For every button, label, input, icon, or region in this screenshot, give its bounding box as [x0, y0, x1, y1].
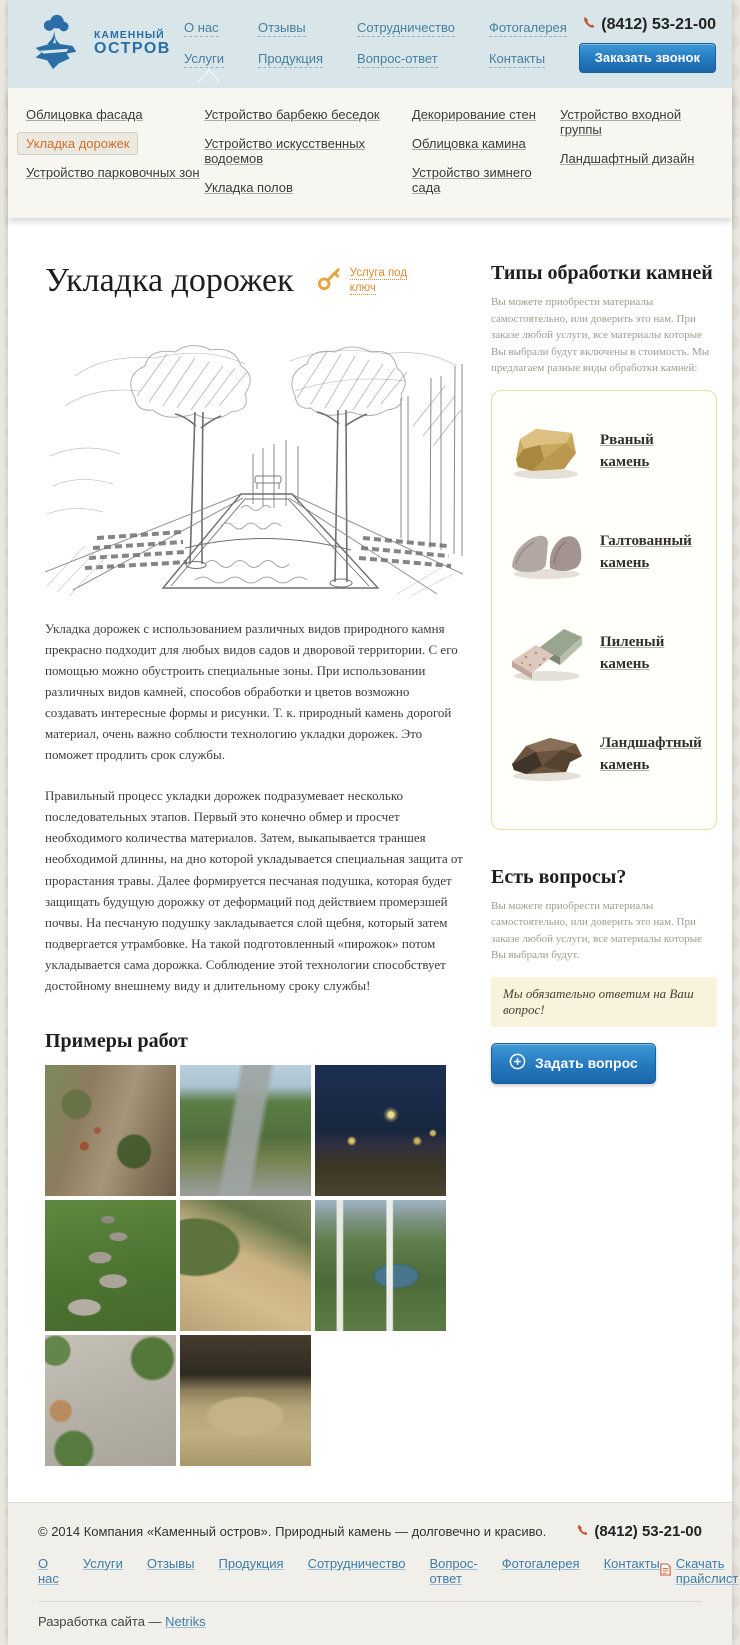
site-header: [8, 0, 732, 88]
phone-icon: [577, 1523, 589, 1540]
footer-nav-contacts[interactable]: Контакты: [603, 1555, 660, 1571]
footer-nav-services[interactable]: Услуги: [82, 1555, 123, 1571]
ask-question-label: Задать вопрос: [535, 1054, 638, 1071]
submenu-entrance-group[interactable]: Устройство входной группы: [560, 107, 682, 137]
main-column: [45, 262, 463, 1466]
copyright-text: © 2014 Компания «Каменный остров». Природный камень — долговечно и красиво.: [38, 1523, 547, 1539]
footer-phone: [577, 1523, 702, 1540]
list-item: [506, 419, 702, 486]
site-footer: [8, 1502, 739, 1645]
gallery-photo[interactable]: [45, 1065, 176, 1196]
logo[interactable]: [24, 11, 174, 78]
tumbled-stone-photo: [506, 520, 588, 587]
gallery-photo[interactable]: [315, 1200, 446, 1331]
submenu-winter-garden[interactable]: Устройство зимнего сада: [411, 165, 532, 195]
document-icon: [660, 1563, 671, 1579]
gallery-photo[interactable]: [180, 1200, 311, 1331]
nav-cooperation[interactable]: Сотрудничество: [357, 20, 455, 35]
gallery-photo[interactable]: [315, 1065, 446, 1196]
stone-name-link[interactable]: Галтованный камень: [600, 533, 692, 571]
landscape-stone-photo: [506, 722, 588, 789]
stone-types-title: Типы обработки камней: [491, 262, 713, 284]
gallery-photo[interactable]: [45, 1200, 176, 1331]
footer-nav-gallery[interactable]: Фотогалерея: [501, 1555, 580, 1571]
stone-name-link[interactable]: Рваный камень: [600, 432, 654, 470]
order-call-button[interactable]: Заказать звонок: [579, 43, 716, 73]
stone-name-link[interactable]: Ландшафтный камень: [600, 735, 702, 773]
footer-nav-reviews[interactable]: Отзывы: [146, 1555, 195, 1571]
content-area: [8, 218, 732, 1502]
turnkey-service-label: Услуга под ключ: [349, 267, 408, 294]
footer-phone-number: (8412) 53-21-00: [594, 1522, 702, 1540]
download-pricelist-link[interactable]: [660, 1556, 739, 1586]
developer-credit: [38, 1614, 702, 1629]
stone-types-box: [491, 390, 717, 830]
footer-divider: [38, 1601, 702, 1602]
gallery-photo[interactable]: [180, 1335, 311, 1466]
header-right: [579, 16, 716, 73]
submenu-path-laying-active[interactable]: Укладка дорожек: [17, 132, 138, 155]
services-submenu: [8, 88, 732, 218]
ask-question-button[interactable]: [491, 1043, 656, 1084]
nav-services[interactable]: Услуги: [184, 51, 224, 66]
list-item: [506, 520, 702, 587]
phone-icon: [583, 16, 596, 34]
turnkey-service-badge[interactable]: [316, 265, 414, 297]
nav-about[interactable]: О нас: [184, 20, 219, 35]
submenu-parking-zones[interactable]: Устройство парковочных зон: [26, 165, 200, 180]
sidebar: [491, 262, 717, 1466]
path-sketch-illustration: [45, 336, 463, 598]
plus-circle-icon: [509, 1053, 526, 1073]
work-examples-gallery: [45, 1065, 463, 1466]
footer-nav-faq[interactable]: Вопрос-ответ: [429, 1555, 478, 1586]
nav-faq[interactable]: Вопрос-ответ: [357, 51, 438, 66]
submenu-fireplace-cladding[interactable]: Облицовка камина: [411, 136, 526, 151]
submenu-caret-icon: [196, 67, 222, 88]
nav-gallery[interactable]: Фотогалерея: [488, 20, 567, 35]
submenu-floor-laying[interactable]: Укладка полов: [204, 180, 293, 195]
questions-text: Вы можете приобрести материалы самостоятельно, или доверить это нам. При заказе любой услуги, все материалы которые Вы выбрали будут.: [491, 899, 702, 961]
footer-nav: [38, 1556, 660, 1586]
gallery-photo[interactable]: [45, 1335, 176, 1466]
header-phone: [579, 16, 716, 34]
main-nav: [184, 20, 567, 68]
developer-credit-prefix: Разработка сайта —: [38, 1613, 166, 1629]
pricelist-label: Скачать прайслист: [675, 1555, 739, 1586]
footer-nav-cooperation[interactable]: Сотрудничество: [307, 1555, 406, 1571]
tree-island-logo-icon: [24, 11, 86, 78]
submenu-artificial-ponds[interactable]: Устройство искусственных водоемов: [204, 136, 366, 166]
footer-nav-about[interactable]: О нас: [38, 1555, 59, 1586]
key-icon: [316, 265, 343, 297]
developer-link[interactable]: Netriks: [165, 1613, 206, 1629]
list-item: [506, 621, 702, 688]
process-paragraph: Правильный процесс укладки дорожек подразумевает несколько последовательных этапов. Первый это конечно обмер и просчет необходимого количества материалов. Затем, выкапывается траншея необходимой длинны, на дно которой укладывается специальная защита от прорастания травы. Далее формируется песчаная подушка, которая будет защищать будущую дорожку от деформаций под действием промерзшей почвы. На песчаную подушку закладывается слой щебня, который затем подвергается утрамбовке. На такой подготовленный «пирожок» потом укладывается сама дорожка. Соблюдение этой технологии способствует достойному внешнему виду и длительному сроку службы!: [45, 788, 463, 993]
nav-reviews[interactable]: Отзывы: [257, 20, 306, 35]
stone-name-link[interactable]: Пиленый камень: [600, 634, 665, 672]
footer-nav-products[interactable]: Продукция: [218, 1555, 284, 1571]
answer-promise-note: Мы обязательно ответим на Ваш вопрос!: [491, 977, 717, 1027]
submenu-landscape-design[interactable]: Ландшафтный дизайн: [560, 151, 695, 166]
examples-title: Примеры работ: [45, 1029, 188, 1052]
submenu-wall-decoration[interactable]: Декорирование стен: [411, 107, 536, 122]
questions-title: Есть вопросы?: [491, 865, 627, 888]
intro-paragraph: Укладка дорожек с использованием различных видов природного камня прекрасно подходит для любых видов садов и дворовой территории. С его помощью можно обустроить специальные зоны. При использовании различных видов камней, способов обработки и цветов возможно создавать интересные формы и рисунки. Т. к. природный камень дорогой материал, очень важно соблюсти технологию укладки дорожек. Это поможет продлить срок службы.: [45, 621, 458, 763]
phone-number: (8412) 53-21-00: [601, 15, 716, 33]
submenu-bbq-gazebos[interactable]: Устройство барбекю беседок: [204, 107, 380, 122]
sawn-stone-photo: [506, 621, 588, 688]
page-container: [8, 0, 739, 1645]
logo-text: КАМЕННЫЙ ОСТРОВ: [94, 29, 171, 58]
list-item: [506, 722, 702, 789]
nav-products[interactable]: Продукция: [257, 51, 324, 66]
stone-types-intro: Вы можете приобрести материалы самостоятельно, или доверить это нам. При заказе любой услуги, все материалы которые Вы выбрали будут включены в стоимость. Мы предлагаем разные виды обработки камней:: [491, 296, 710, 374]
submenu-facade-cladding[interactable]: Облицовка фасада: [26, 107, 143, 122]
ragged-stone-photo: [506, 419, 588, 486]
page-title: Укладка дорожек: [45, 262, 294, 299]
gallery-photo[interactable]: [180, 1065, 311, 1196]
nav-contacts[interactable]: Контакты: [488, 51, 546, 66]
